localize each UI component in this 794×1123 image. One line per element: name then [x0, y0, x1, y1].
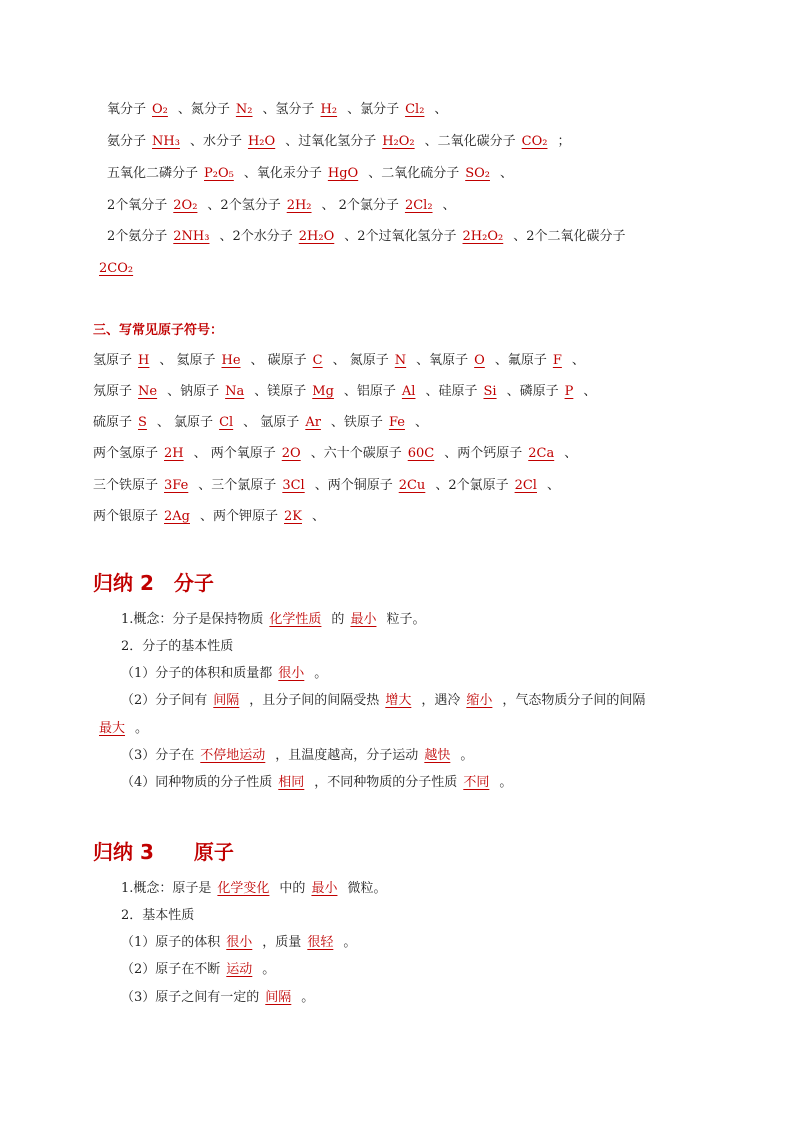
- s3-row-2: [121, 638, 233, 656]
- prompt-text: 、 氩原子: [243, 415, 300, 430]
- prompt-text: 、氧原子: [416, 353, 469, 368]
- prompt-text: 五氧化二磷分子: [107, 166, 199, 181]
- prompt-text: 三个铁原子: [93, 478, 159, 493]
- answer-blank: 2NH₃: [173, 229, 210, 244]
- s2-row-2: [93, 383, 596, 401]
- prompt-text: 、: [312, 509, 326, 524]
- prompt-text: 、: [434, 102, 448, 117]
- prompt-text: 、铝原子: [343, 384, 396, 399]
- s3-row-7: [121, 774, 512, 792]
- answer-blank: O: [474, 353, 485, 368]
- prompt-text: 、2个水分子: [219, 229, 293, 244]
- answer-blank: H₂O₂: [382, 134, 415, 149]
- answer-blank: 不同: [463, 775, 490, 790]
- s1-row-4: [107, 197, 456, 215]
- answer-blank: 运动: [226, 962, 253, 977]
- prompt-text: ，不同种物质的分子性质: [314, 775, 458, 790]
- answer-blank: Ar: [305, 415, 321, 430]
- answer-blank: HgO: [327, 166, 359, 181]
- prompt-text: 、: [442, 198, 456, 213]
- prompt-text: 、 碳原子: [250, 353, 307, 368]
- prompt-text: 、氯分子: [347, 102, 400, 117]
- answer-blank: 2O₂: [173, 198, 198, 213]
- answer-blank: 3Fe: [164, 478, 189, 493]
- prompt-text: 、二氧化碳分子: [424, 134, 516, 149]
- answer-blank: 2CO₂: [99, 261, 134, 276]
- answer-blank: H₂O: [247, 134, 276, 149]
- answer-blank: 很小: [278, 666, 305, 681]
- prompt-text: 、 氯原子: [156, 415, 214, 430]
- prompt-text: 、六十个碳原子: [310, 446, 402, 461]
- prompt-text: 、磷原子: [506, 384, 559, 399]
- answer-blank: 间隔: [265, 990, 292, 1005]
- answer-blank: Si: [483, 384, 497, 399]
- answer-blank: 增大: [385, 693, 412, 708]
- answer-blank: C: [312, 353, 323, 368]
- prompt-text: 、氟原子: [494, 353, 547, 368]
- s1-row-5: [107, 228, 626, 246]
- answer-blank: 2Cu: [398, 478, 426, 493]
- answer-blank: Al: [401, 384, 416, 399]
- answer-blank: 缩小: [466, 693, 493, 708]
- answer-blank: 2Ca: [528, 446, 555, 461]
- s2-row-1: [93, 352, 585, 370]
- prompt-text: 氧分子: [107, 102, 147, 117]
- answer-blank: 最小: [350, 612, 377, 627]
- answer-blank: SO₂: [465, 166, 490, 181]
- section-heading-atom-symbols: 三、写常见原子符号：: [93, 323, 224, 338]
- s1-row-1: [107, 101, 447, 119]
- prompt-text: （1）分子的体积和质量都: [121, 666, 273, 681]
- answer-blank: Cl: [219, 415, 234, 430]
- prompt-text: 。: [343, 935, 357, 950]
- prompt-text: 、2个过氧化氢分子: [344, 229, 457, 244]
- prompt-text: ，且温度越高，分子运动: [275, 748, 419, 763]
- prompt-text: 、氢分子: [262, 102, 315, 117]
- heading-atom: 归纳 3 原子: [93, 840, 234, 864]
- answer-blank: N₂: [235, 102, 253, 117]
- answer-blank: 化学变化: [217, 881, 270, 896]
- answer-blank: 越快: [424, 748, 451, 763]
- answer-blank: S: [138, 415, 147, 430]
- prompt-text: 中的: [279, 881, 306, 896]
- s2-row-5: [93, 477, 560, 495]
- prompt-text: 2个氧分子: [107, 198, 168, 213]
- prompt-text: 、二氧化硫分子: [368, 166, 460, 181]
- s2-row-4: [93, 445, 577, 463]
- answer-blank: P₂O₅: [204, 166, 234, 181]
- s3-row-5: [93, 720, 148, 738]
- prompt-text: 、氧化汞分子: [243, 166, 322, 181]
- answer-blank: 化学性质: [269, 612, 322, 627]
- prompt-text: 、2个二氧化碳分子: [513, 229, 626, 244]
- answer-blank: 3Cl: [282, 478, 305, 493]
- prompt-text: 2个氨分子: [107, 229, 168, 244]
- answer-blank: Na: [225, 384, 245, 399]
- prompt-text: 2．基本性质: [121, 908, 195, 923]
- s3-row-6: [121, 747, 473, 765]
- answer-blank: 2O: [281, 446, 301, 461]
- prompt-text: 、2个氯原子: [435, 478, 509, 493]
- s4-row-2: [121, 907, 194, 925]
- answer-blank: 60C: [407, 446, 435, 461]
- prompt-text: 、: [583, 384, 597, 399]
- answer-blank: 不停地运动: [200, 748, 266, 763]
- prompt-text: 氢原子: [93, 353, 133, 368]
- answer-blank: 间隔: [213, 693, 240, 708]
- prompt-text: 两个银原子: [93, 509, 159, 524]
- answer-blank: 2Cl: [514, 478, 537, 493]
- prompt-text: 1.概念：原子是: [121, 881, 212, 896]
- prompt-text: 氖原子: [93, 384, 133, 399]
- prompt-text: 微粒。: [347, 881, 387, 896]
- prompt-text: （2）原子在不断: [121, 962, 221, 977]
- s1-row-6: [93, 260, 143, 278]
- prompt-text: （3）分子在: [121, 748, 195, 763]
- prompt-text: 、: [499, 166, 513, 181]
- prompt-text: 、: [564, 446, 578, 461]
- prompt-text: 。: [314, 666, 328, 681]
- prompt-text: 、: [546, 478, 560, 493]
- prompt-text: 2．分子的基本性质: [121, 639, 234, 654]
- answer-blank: 相同: [278, 775, 305, 790]
- prompt-text: 。: [499, 775, 513, 790]
- answer-blank: 最小: [311, 881, 338, 896]
- s1-row-2: [107, 133, 570, 151]
- prompt-text: 、 氮原子: [332, 353, 389, 368]
- answer-blank: Cl₂: [405, 102, 425, 117]
- answer-blank: H₂: [320, 102, 338, 117]
- answer-blank: 2Ag: [164, 509, 190, 524]
- prompt-text: ，且分子间的间隔受热: [249, 693, 380, 708]
- answer-blank: 很小: [226, 935, 253, 950]
- answer-blank: CO₂: [521, 134, 548, 149]
- heading-molecule: 归纳 2 分子: [93, 571, 214, 595]
- prompt-text: 。: [301, 990, 315, 1005]
- answer-blank: NH₃: [152, 134, 180, 149]
- prompt-text: 两个氢原子: [93, 446, 159, 461]
- prompt-text: 、: [571, 353, 585, 368]
- s3-row-1: [121, 611, 425, 629]
- s4-row-5: [121, 989, 314, 1007]
- answer-blank: 2H₂O₂: [462, 229, 504, 244]
- s2-row-3: [93, 414, 428, 432]
- prompt-text: 、硅原子: [425, 384, 478, 399]
- answer-blank: O₂: [152, 102, 168, 117]
- s4-row-1: [121, 880, 386, 898]
- prompt-text: 、三个氯原子: [198, 478, 277, 493]
- answer-blank: Ne: [138, 384, 158, 399]
- prompt-text: 。: [460, 748, 474, 763]
- prompt-text: ，气态物质分子间的间隔: [502, 693, 646, 708]
- prompt-text: 、两个铜原子: [314, 478, 393, 493]
- prompt-text: ，质量: [262, 935, 302, 950]
- answer-blank: Fe: [388, 415, 405, 430]
- prompt-text: 、氮分子: [177, 102, 230, 117]
- answer-blank: 2H: [164, 446, 184, 461]
- prompt-text: （3）原子之间有一定的: [121, 990, 260, 1005]
- prompt-text: 、铁原子: [330, 415, 383, 430]
- answer-blank: 2Cl₂: [404, 198, 433, 213]
- s4-row-3: [121, 934, 356, 952]
- prompt-text: 、镁原子: [254, 384, 307, 399]
- answer-blank: N: [394, 353, 407, 368]
- s1-row-3: [107, 165, 513, 183]
- prompt-text: 、 2个氯分子: [321, 198, 399, 213]
- prompt-text: 、两个钾原子: [200, 509, 279, 524]
- answer-blank: 很轻: [307, 935, 334, 950]
- answer-blank: H: [138, 353, 150, 368]
- prompt-text: 1.概念：分子是保持物质: [121, 612, 264, 627]
- prompt-text: 、2个氢分子: [207, 198, 281, 213]
- prompt-text: 粒子。: [386, 612, 426, 627]
- answer-blank: 最大: [99, 721, 126, 736]
- prompt-text: 、: [414, 415, 428, 430]
- prompt-text: 、过氧化氢分子: [285, 134, 377, 149]
- s3-row-3: [121, 665, 327, 683]
- answer-blank: He: [221, 353, 241, 368]
- answer-blank: P: [564, 384, 574, 399]
- prompt-text: 、钠原子: [167, 384, 220, 399]
- prompt-text: 硫原子: [93, 415, 133, 430]
- prompt-text: 、两个钙原子: [444, 446, 523, 461]
- answer-blank: 2K: [284, 509, 302, 524]
- answer-blank: Mg: [312, 384, 334, 399]
- answer-blank: 2H₂: [286, 198, 312, 213]
- answer-blank: 2H₂O: [298, 229, 335, 244]
- prompt-text: 。: [135, 721, 149, 736]
- prompt-text: ，遇冷: [421, 693, 461, 708]
- prompt-text: 、 两个氧原子: [193, 446, 276, 461]
- prompt-text: 的: [331, 612, 345, 627]
- s3-row-4: [121, 692, 645, 710]
- prompt-text: ；: [557, 134, 571, 149]
- prompt-text: 氨分子: [107, 134, 147, 149]
- prompt-text: 。: [262, 962, 276, 977]
- s2-row-6: [93, 508, 325, 526]
- s4-row-4: [121, 961, 275, 979]
- prompt-text: （2）分子间有: [121, 693, 208, 708]
- prompt-text: （4）同种物质的分子性质: [121, 775, 273, 790]
- answer-blank: F: [552, 353, 562, 368]
- prompt-text: 、 氦原子: [159, 353, 216, 368]
- prompt-text: （1）原子的体积: [121, 935, 221, 950]
- prompt-text: 、水分子: [189, 134, 242, 149]
